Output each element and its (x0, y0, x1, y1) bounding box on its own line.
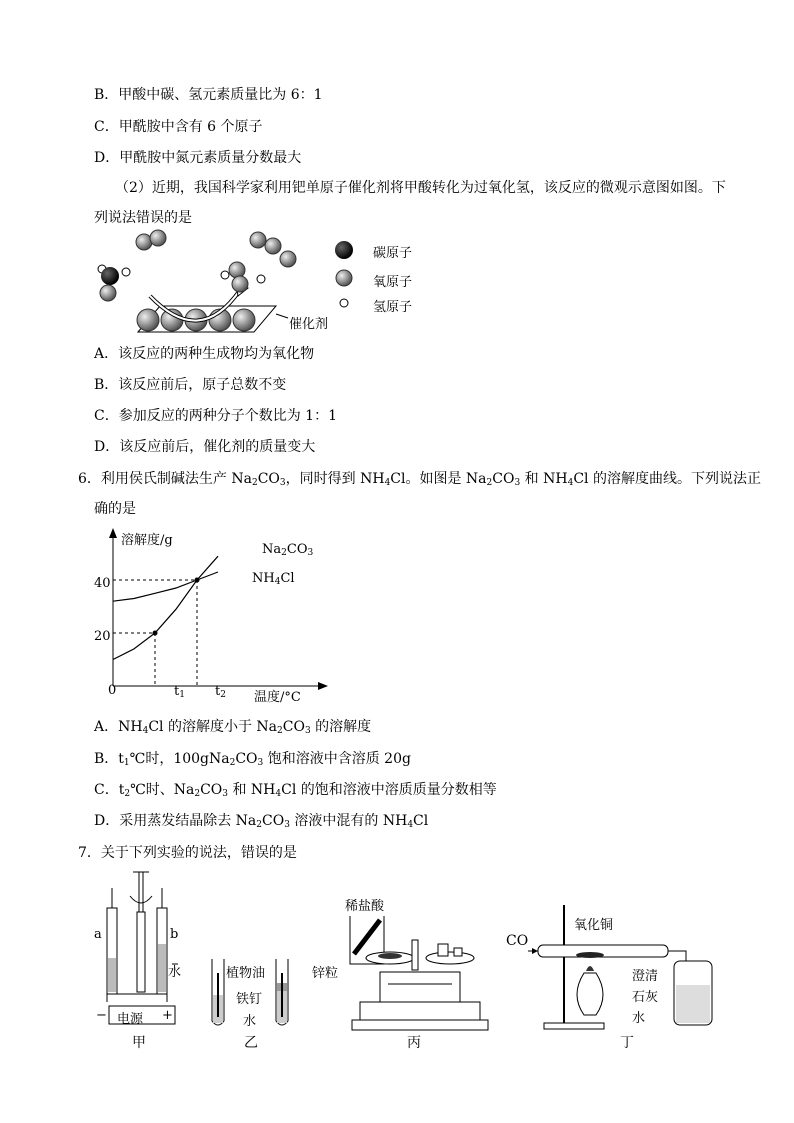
q5-option-a: A．该反应的两种生成物均为氧化物 (94, 346, 315, 362)
q6-option-c: C．$t_2℃$时、$Na_2CO_3$ 和 $NH_4Cl$ 的饱和溶液中溶质质量分数相等 (94, 782, 497, 799)
minus-label: − (96, 1008, 107, 1023)
limewater-label-1: 澄清 (632, 969, 659, 984)
nail-label: 铁钉 (236, 992, 263, 1007)
caption-yi: 乙 (244, 1035, 258, 1051)
plus-label: + (162, 1008, 173, 1023)
power-label: 电源 (117, 1012, 144, 1027)
q5-part2-line1: （2）近期，我国科学家利用钯单原子催化剂将甲酸转化为过氧化氢，该反应的微观示意图如图。下 (115, 180, 726, 196)
caption-ding: 丁 (620, 1035, 634, 1051)
point-t2 (195, 578, 200, 583)
legend-carbon: 碳原子 (373, 246, 413, 261)
limewater-label-3: 水 (632, 1011, 646, 1026)
legend-catalyst: 催化剂 (289, 317, 329, 332)
q5-option-c: C．参加反应的两种分子个数比为 1：1 (94, 408, 337, 424)
carbon-atom-icon (335, 241, 353, 259)
legend-hydrogen: 氢原子 (373, 300, 413, 315)
co-label: CO (506, 933, 529, 949)
q7-title: 7．关于下列实验的说法，错误的是 (78, 845, 297, 861)
x-axis-label: 温度/°C (254, 690, 301, 705)
caption-jia: 甲 (132, 1035, 146, 1051)
water-label-1: 水 (168, 965, 182, 980)
electrode-a-label: a (94, 927, 102, 942)
hydrogen-atom-icon (340, 299, 348, 307)
q5-option-d: D．该反应前后，催化剂的质量变大 (94, 439, 316, 455)
y-tick-20: 20 (94, 629, 111, 644)
x-tick-t1: $t_1$ (174, 684, 185, 700)
option-b-top: B．甲酸中碳、氢元素质量比为 6：1 (94, 87, 323, 103)
q6-line2: 确的是 (94, 501, 136, 517)
balance-experiment (340, 900, 490, 1035)
acid-label: 稀盐酸 (345, 899, 385, 914)
zinc-label: 锌粒 (312, 966, 339, 981)
caption-bing: 丙 (407, 1035, 421, 1051)
legend-nh4cl: $NH_4Cl$ (252, 571, 295, 587)
legend-na2co3: $Na_2CO_3$ (262, 542, 314, 558)
reaction-diagram (90, 228, 420, 338)
water-label-2: 水 (243, 1014, 257, 1029)
option-d-top: D．甲酰胺中氮元素质量分数最大 (94, 150, 302, 166)
y-axis-label: 溶解度/g (121, 533, 173, 548)
curve-nh4cl (113, 572, 218, 601)
co-reduction-experiment (504, 905, 730, 1035)
y-tick-40: 40 (94, 576, 111, 591)
origin-label: 0 (108, 683, 117, 698)
curve-na2co3 (113, 556, 218, 659)
option-c-top: C．甲酰胺中含有 6 个原子 (94, 119, 263, 135)
q6-option-d: D．采用蒸发结晶除去 $Na_2CO_3$ 溶液中混有的 $NH_4Cl$ (94, 813, 429, 830)
limewater-label-2: 石灰 (632, 990, 659, 1005)
q6-option-b: B．$t_1℃$时，$100gNa_2CO_3$ 饱和溶液中含溶质 20g (94, 751, 411, 768)
cuo-label: 氧化铜 (574, 918, 614, 933)
electrode-b-label: b (170, 927, 179, 942)
point-t1 (153, 631, 158, 636)
legend-oxygen: 氧原子 (373, 275, 413, 290)
q6-line1: 6．利用侯氏制碱法生产 $Na_2CO_3$，同时得到 $NH_4Cl$。如图是 $Na_2CO_3$ 和 $NH_4Cl$ 的溶解度曲线。下列说法正 (78, 471, 761, 488)
q5-part2-line2: 列说法错误的是 (94, 210, 192, 226)
oil-label: 植物油 (226, 966, 266, 981)
oxygen-atom-icon (336, 270, 352, 286)
q6-option-a: A．$NH_4Cl$ 的溶解度小于 $Na_2CO_3$ 的溶解度 (94, 719, 372, 736)
x-tick-t2: $t_2$ (215, 684, 226, 700)
q5-option-b: B．该反应前后，原子总数不变 (94, 377, 287, 393)
